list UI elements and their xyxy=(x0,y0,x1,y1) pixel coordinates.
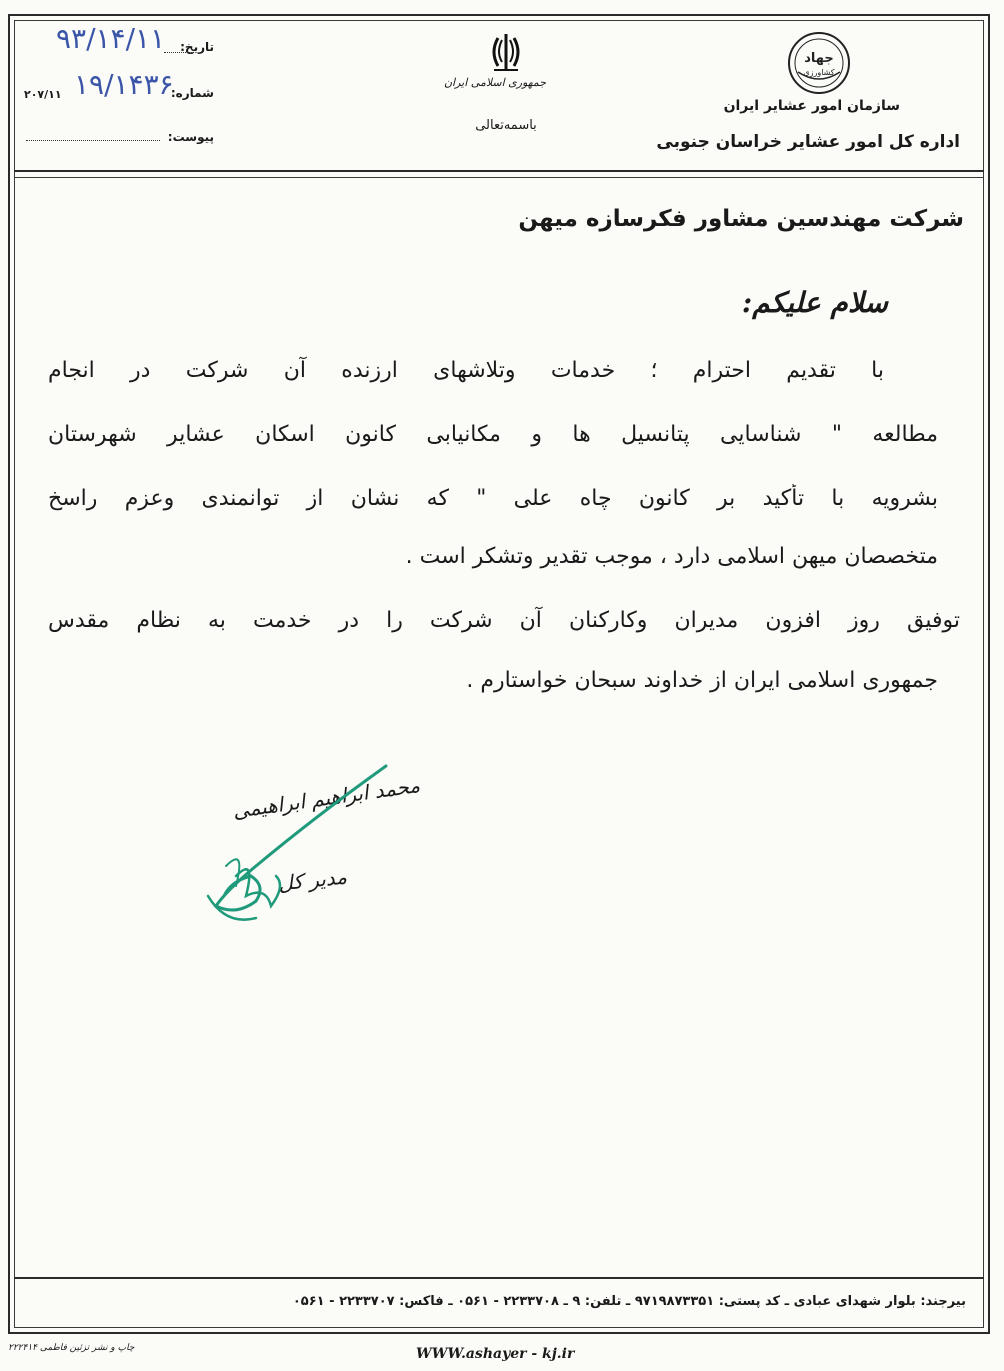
letter-line-2: مطالعه " شناسایی پتانسیل ها و مکانیابی کانون اسکان عشایر شهرستان xyxy=(48,422,938,447)
printer-note: چاپ و نشر تزئین فاطمی ۲۲۲۴۱۴ xyxy=(8,1343,135,1353)
footer-address: بیرجند: بلوار شهدای عبادی ـ کد پستی: ۹۷۱۹۸۷۳۳۵۱ ـ تلفن: ۹ ـ ۲۲۳۳۷۰۸ - ۰۵۶۱ ـ فاکس: ۲۲۳۳۷۰۷ - ۰۵۶۱ xyxy=(292,1294,966,1309)
header-divider xyxy=(14,170,984,172)
date-label: تاریخ: xyxy=(180,40,214,54)
handwritten-signature xyxy=(196,756,396,936)
jahad-logo-subtext: کشاورزی xyxy=(803,68,835,77)
basmala: باسمه‌تعالی xyxy=(475,118,537,133)
letter-line-4: متخصصان میهن اسلامی دارد ، موجب تقدیر وتشکر است . xyxy=(405,544,938,569)
number-row xyxy=(171,86,214,100)
signer-title: مدیر کل xyxy=(276,864,348,896)
emblem-caption: جمهوری اسلامی ایران xyxy=(443,76,546,89)
header-divider-thin xyxy=(14,177,984,178)
letter-addressee: شرکت مهندسین مشاور فکرسازه میهن xyxy=(518,206,964,232)
attachment-row xyxy=(168,130,214,144)
footer-divider xyxy=(14,1277,984,1279)
organization-name: سازمان امور عشایر ایران xyxy=(723,98,900,114)
date-dots xyxy=(164,38,194,53)
letter-line-1: با تقدیم احترام ؛ خدمات وتلاشهای ارزنده آن شرکت در انجام xyxy=(48,358,884,383)
letter-greeting: سلام علیکم: xyxy=(741,286,888,319)
jahad-logo-text: جهاد xyxy=(804,51,834,66)
letter-line-5: توفیق روز افزون مدیران وکارکنان آن شرکت را در خدمت به نظام مقدس xyxy=(48,608,960,633)
department-name: اداره کل امور عشایر خراسان جنوبی xyxy=(656,132,960,152)
signer-name: محمد ابراهیم ابراهیمی xyxy=(231,772,422,824)
letter-line-6: جمهوری اسلامی ایران از خداوند سبحان خواستارم . xyxy=(466,668,938,693)
website-url: WWW.ashayer - kj.ir xyxy=(416,1346,575,1362)
iran-emblem-icon xyxy=(484,30,528,74)
letter-line-3: بشرویه با تأکید بر کانون چاه علی " که نشان از توانمندی وعزم راسخ xyxy=(48,486,938,511)
attachment-label: پیوست: xyxy=(167,130,214,144)
number-label: شماره: xyxy=(170,86,214,100)
number-value: ۱۹/۱۴۳۶ xyxy=(74,68,174,101)
number-prefix: ۲۰۷/۱۱ xyxy=(24,88,62,101)
date-value: ۹۳/۱۴/۱۱ xyxy=(56,22,166,55)
attachment-dots xyxy=(26,140,160,141)
jahad-keshavarzi-logo xyxy=(784,28,854,98)
